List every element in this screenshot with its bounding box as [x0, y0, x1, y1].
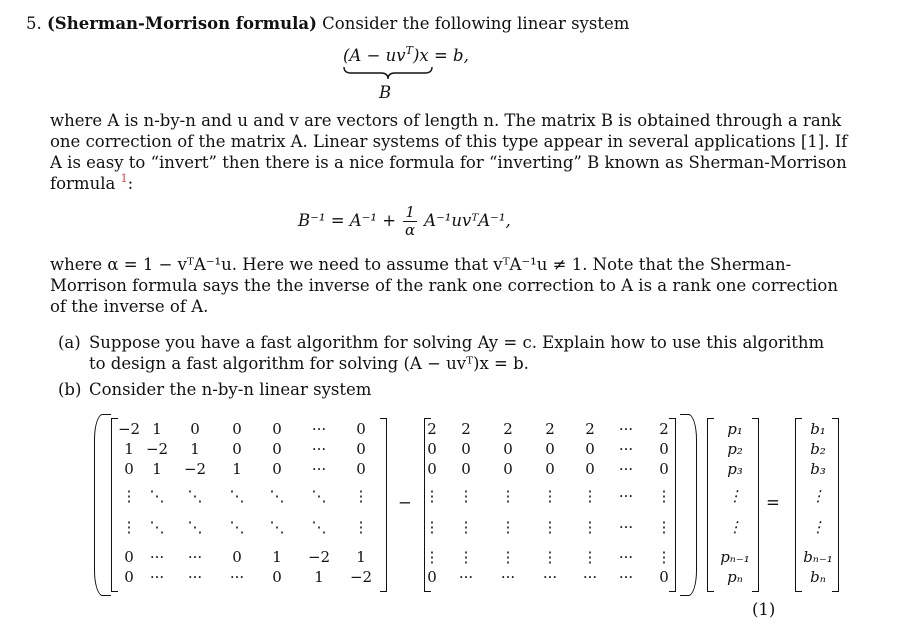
system-rhs: )x = b,	[412, 46, 469, 65]
matrix-a-cell: 0	[124, 548, 134, 566]
vector-p	[713, 420, 757, 590]
matrix-a-cell: −2	[117, 420, 141, 438]
matrix-u-cell: 2	[659, 420, 669, 438]
matrix-a-cell: 0	[272, 568, 282, 586]
problem-title: (Sherman-Morrison formula)	[47, 14, 317, 33]
vector-b	[799, 420, 837, 590]
matrix-u-cell: ⋮	[542, 548, 558, 566]
vector-b-entry: bₙ₋₁	[803, 548, 833, 566]
matrix-u-cell: 0	[461, 440, 471, 458]
matrix-u-cell: ⋮	[656, 518, 672, 536]
formula-fraction	[403, 204, 417, 239]
problem-number: 5.	[26, 14, 42, 33]
underbrace	[343, 66, 433, 80]
matrix-a-cell: ⋮	[121, 487, 137, 505]
matrix-u-cell: ···	[618, 518, 634, 536]
formula-word: formula	[50, 174, 116, 193]
matrix-a-cell: ⋱	[269, 518, 285, 536]
matrix-u-cell: ⋮	[582, 548, 598, 566]
system-equation	[343, 46, 469, 65]
matrix-a-cell: ···	[149, 568, 165, 586]
problem-intro: Consider the following linear system	[322, 14, 630, 33]
matrix-u-cell: 0	[545, 460, 555, 478]
matrix-a-cell: ⋮	[353, 487, 369, 505]
equation-number: (1)	[752, 600, 776, 619]
matrix-a-cell: ···	[311, 420, 327, 438]
sherman-morrison-formula	[298, 203, 511, 239]
matrix-a-cell: ⋱	[149, 518, 165, 536]
formula-right: A⁻¹uvᵀA⁻¹,	[424, 211, 511, 230]
matrix-u-cell: 2	[585, 420, 595, 438]
system-sup: T	[405, 44, 413, 57]
part-a-line-1: Suppose you have a fast algorithm for solving Ay = c. Explain how to use this algorithm	[89, 333, 825, 352]
matrix-a-cell: 1	[356, 548, 366, 566]
matrix-u	[423, 420, 673, 590]
matrix-a-cell: 1	[272, 548, 282, 566]
matrix-u-cell: ···	[618, 440, 634, 458]
paragraph-2-line-2: Morrison formula says the the inverse of the rank one correction to A is a rank one correction	[50, 276, 838, 295]
vector-b-entry: b₂	[810, 440, 826, 458]
matrix-u-cell: 2	[503, 420, 513, 438]
matrix-u-cell: ···	[618, 460, 634, 478]
matrix-u-cell: ⋮	[656, 548, 672, 566]
vector-p-entry: ⋮	[727, 518, 743, 536]
matrix-a-cell: 0	[124, 460, 134, 478]
vector-p-entry: p₂	[727, 440, 743, 458]
matrix-u-cell: ···	[500, 568, 516, 586]
matrix-u-cell: ⋮	[582, 518, 598, 536]
matrix-u-cell: 2	[461, 420, 471, 438]
matrix-a-cell: 1	[152, 460, 162, 478]
matrix-a-cell: ⋱	[311, 487, 327, 505]
matrix-u-cell: ⋮	[500, 518, 516, 536]
matrix-u-cell: ⋮	[458, 487, 474, 505]
matrix-u-cell: ···	[618, 420, 634, 438]
matrix-a-cell: 0	[232, 440, 242, 458]
matrix-a-cell: 0	[272, 420, 282, 438]
matrix-u-cell: ···	[618, 548, 634, 566]
matrix-a-cell: 0	[356, 420, 366, 438]
matrix-a-cell: 0	[232, 548, 242, 566]
matrix-u-cell: ⋮	[500, 487, 516, 505]
problem-header	[26, 14, 629, 33]
paragraph-1-line-2	[50, 132, 847, 151]
matrix-a-cell: ⋱	[229, 518, 245, 536]
matrix-u-cell: ⋮	[582, 487, 598, 505]
matrix-u-cell: 0	[545, 440, 555, 458]
equals-operator: =	[766, 493, 780, 512]
paragraph-1-line-4: formula $^1$:	[50, 172, 134, 193]
matrix-u-cell: ⋮	[458, 518, 474, 536]
paragraph-2-line-1: where α = 1 − vᵀA⁻¹u. Here we need to assume that vᵀA⁻¹u ≠ 1. Note that the Sherman-	[50, 255, 792, 274]
matrix-a-cell: ···	[149, 548, 165, 566]
underbrace-label: B	[379, 83, 392, 102]
vector-b-entry: ⋮	[810, 518, 826, 536]
matrix-u-cell: 0	[659, 568, 669, 586]
matrix-a-cell: ···	[311, 440, 327, 458]
matrix-u-cell: 0	[461, 460, 471, 478]
vector-b-entry: bₙ	[810, 568, 826, 586]
matrix-u-cell: 2	[545, 420, 555, 438]
matrix-u-cell: ⋮	[458, 548, 474, 566]
fraction-denominator: α	[405, 221, 416, 239]
matrix-a-cell: ···	[187, 548, 203, 566]
matrix-a-cell: 1	[152, 420, 162, 438]
matrix-u-cell: 0	[503, 440, 513, 458]
outer-paren-left	[94, 414, 111, 596]
vector-p-entry: p₃	[727, 460, 743, 478]
part-b-line-1: Consider the n-by-n linear system	[89, 380, 372, 399]
matrix-u-cell: ⋮	[424, 518, 440, 536]
matrix-a-cell: −2	[307, 548, 331, 566]
matrix-a-cell: ⋱	[187, 518, 203, 536]
matrix-u-cell: 0	[659, 460, 669, 478]
footnote-link[interactable]: 1	[120, 172, 128, 185]
minus-operator: −	[398, 493, 412, 512]
matrix-a-cell: ⋱	[229, 487, 245, 505]
vector-p-entry: pₙ₋₁	[720, 548, 750, 566]
outer-paren-right	[680, 414, 697, 596]
matrix-a-cell: −2	[349, 568, 373, 586]
matrix-u-cell: ⋮	[424, 487, 440, 505]
matrix-a-cell: 0	[232, 420, 242, 438]
matrix-a-cell: ⋱	[149, 487, 165, 505]
vector-p-entry: pₙ	[727, 568, 743, 586]
matrix-a-cell: 1	[314, 568, 324, 586]
paragraph-2-line-3: of the inverse of A.	[50, 297, 209, 316]
paragraph-1-line-1: where A is n-by-n and u and v are vectors of length n. The matrix B is obtained through a rank	[50, 111, 842, 130]
matrix-a-cell: 0	[190, 420, 200, 438]
matrix-u-cell: 0	[659, 440, 669, 458]
part-b-label: (b)	[58, 380, 82, 399]
paragraph-1-line-2-text: one correction of the matrix A. Linear systems of this type appear in several applications [1]. If	[50, 132, 848, 151]
matrix-a-cell: −2	[183, 460, 207, 478]
fraction-numerator: 1	[405, 203, 415, 221]
matrix-a-cell: 0	[124, 568, 134, 586]
vector-b-entry: b₁	[810, 420, 826, 438]
vector-p-entry: p₁	[727, 420, 743, 438]
matrix-a-cell: ⋮	[353, 518, 369, 536]
matrix-a-cell: 1	[232, 460, 242, 478]
matrix-a-cell: −2	[145, 440, 169, 458]
vector-p-entry: ⋮	[727, 487, 743, 505]
matrix-u-cell: 0	[503, 460, 513, 478]
matrix-a-cell: 0	[356, 460, 366, 478]
matrix-u-cell: ⋮	[542, 518, 558, 536]
part-a-label: (a)	[58, 333, 81, 352]
paragraph-1-line-3: A is easy to “invert” then there is a nice formula for “inverting” B known as Sherman-Morrison	[50, 153, 847, 172]
matrix-u-cell: 0	[585, 440, 595, 458]
matrix-a-cell: ···	[311, 460, 327, 478]
matrix-a-cell: ⋮	[121, 518, 137, 536]
matrix-u-cell: ···	[618, 568, 634, 586]
system-lhs: (A − uv	[343, 46, 406, 65]
matrix-a-cell: 0	[356, 440, 366, 458]
matrix-u-cell: 0	[585, 460, 595, 478]
matrix-u-cell: 2	[427, 420, 437, 438]
matrix-a-cell: ⋱	[311, 518, 327, 536]
matrix-a-cell: ···	[187, 568, 203, 586]
matrix-u-cell: ⋮	[542, 487, 558, 505]
matrix-a-cell: 0	[272, 460, 282, 478]
matrix-a-cell: 1	[190, 440, 200, 458]
matrix-u-cell: ⋮	[656, 487, 672, 505]
formula-left: B⁻¹ = A⁻¹ +	[298, 211, 397, 230]
matrix-u-cell: 0	[427, 460, 437, 478]
matrix-u-cell: ···	[582, 568, 598, 586]
matrix-u-cell: 0	[427, 440, 437, 458]
vector-b-entry: ⋮	[810, 487, 826, 505]
matrix-a-cell: 1	[124, 440, 134, 458]
vector-b-entry: b₃	[810, 460, 826, 478]
matrix-u-cell: ···	[618, 487, 634, 505]
matrix-u-cell: ⋮	[424, 548, 440, 566]
matrix-u-cell: ···	[458, 568, 474, 586]
part-a-line-2: to design a fast algorithm for solving (A − uvᵀ)x = b.	[89, 354, 529, 373]
matrix-a-cell: ⋱	[269, 487, 285, 505]
matrix-u-cell: ⋮	[500, 548, 516, 566]
matrix-a	[114, 420, 384, 590]
matrix-a-cell: ⋱	[187, 487, 203, 505]
matrix-a-cell: ···	[229, 568, 245, 586]
matrix-u-cell: ···	[542, 568, 558, 586]
matrix-a-cell: 0	[272, 440, 282, 458]
matrix-u-cell: 0	[427, 568, 437, 586]
